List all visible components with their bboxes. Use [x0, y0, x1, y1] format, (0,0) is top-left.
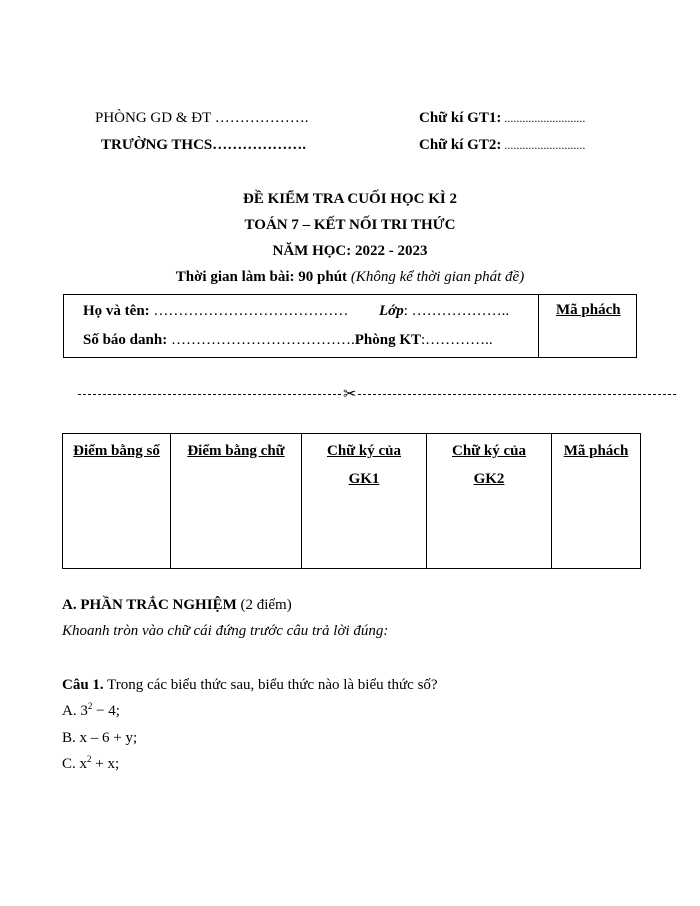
- score-number-header: Điểm bằng số: [73, 443, 160, 459]
- question-1-label: Câu 1.: [62, 677, 104, 693]
- option-c-suffix: + x;: [91, 756, 120, 772]
- proctor1-signature: [419, 110, 585, 127]
- score-words-header: Điểm bằng chữ: [187, 443, 285, 459]
- candidate-number-dots: ……………………………….: [167, 332, 355, 348]
- name-dots: …………………………………: [149, 303, 349, 319]
- code-cell: [552, 434, 641, 569]
- grader2-header-line2: GK2: [473, 471, 505, 487]
- school-year: NĂM HỌC: 2022 - 2023: [272, 243, 428, 259]
- question-1: [62, 677, 438, 694]
- student-info-box: [63, 294, 637, 358]
- section-a-instruction: Khoanh tròn vào chữ cái đứng trước câu trả lời đúng:: [62, 623, 389, 639]
- proctor2-signature: [419, 137, 585, 154]
- question-1-text: Trong các biểu thức sau, biểu thức nào là biểu thức số?: [103, 677, 438, 693]
- grading-table-row: [63, 434, 641, 569]
- section-a-heading: [62, 597, 292, 614]
- room-dots: :…………..: [421, 332, 493, 348]
- option-b-text: B. x – 6 + y;: [62, 730, 138, 746]
- name-field[interactable]: [83, 303, 348, 320]
- grader1-header-line1: Chữ ký của: [326, 443, 402, 459]
- section-a-points: (2 điểm): [236, 597, 292, 613]
- room-label: Phòng KT: [354, 332, 421, 348]
- department-line: PHÒNG GD & ĐT ……………….: [95, 110, 309, 126]
- time-limit-note: (Không kể thời gian phát đề): [350, 269, 525, 285]
- option-b[interactable]: [62, 730, 137, 747]
- time-limit: [0, 269, 700, 286]
- school-line: TRƯỜNG THCS……………….: [101, 137, 307, 153]
- proctor1-dots: ...........................: [501, 111, 586, 125]
- section-a-title: A. PHẦN TRẮC NGHIỆM: [62, 597, 237, 613]
- exam-title: ĐỀ KIỂM TRA CUỐI HỌC KÌ 2: [243, 191, 457, 207]
- time-limit-bold: Thời gian làm bài: 90 phút: [175, 269, 351, 285]
- grader1-signature-cell: [302, 434, 427, 569]
- proctor1-label: Chữ kí GT1:: [419, 110, 502, 126]
- candidate-number-label: Số báo danh:: [83, 332, 168, 348]
- option-a[interactable]: [62, 703, 120, 720]
- code-header: Mã phách: [563, 443, 629, 459]
- code-label: Mã phách: [556, 302, 621, 318]
- grading-table: [62, 433, 641, 569]
- grader2-signature-cell: [427, 434, 552, 569]
- option-a-prefix: A. 3: [62, 703, 88, 719]
- score-words-cell: [171, 434, 302, 569]
- option-c-prefix: C. x: [62, 756, 88, 772]
- candidate-number-field[interactable]: [83, 332, 493, 349]
- option-a-suffix: − 4;: [92, 703, 120, 719]
- class-label: Lớp: [379, 303, 404, 319]
- class-dots: : ………………..: [403, 303, 510, 319]
- class-field[interactable]: [379, 303, 509, 320]
- option-a-exponent: 2: [87, 701, 93, 711]
- scissors-icon: ✂: [343, 386, 357, 403]
- proctor2-dots: ...........................: [501, 138, 586, 152]
- proctor2-label: Chữ kí GT2:: [419, 137, 502, 153]
- cut-line: [78, 394, 676, 395]
- grader2-header-line1: Chữ ký của: [451, 443, 527, 459]
- info-box-divider: [538, 295, 539, 357]
- option-c[interactable]: [62, 756, 119, 773]
- score-number-cell: [63, 434, 171, 569]
- grader1-header-line2: GK1: [348, 471, 380, 487]
- name-label: Họ và tên:: [83, 303, 150, 319]
- exam-subject: TOÁN 7 – KẾT NỐI TRI THỨC: [244, 217, 456, 233]
- option-c-exponent: 2: [87, 754, 92, 764]
